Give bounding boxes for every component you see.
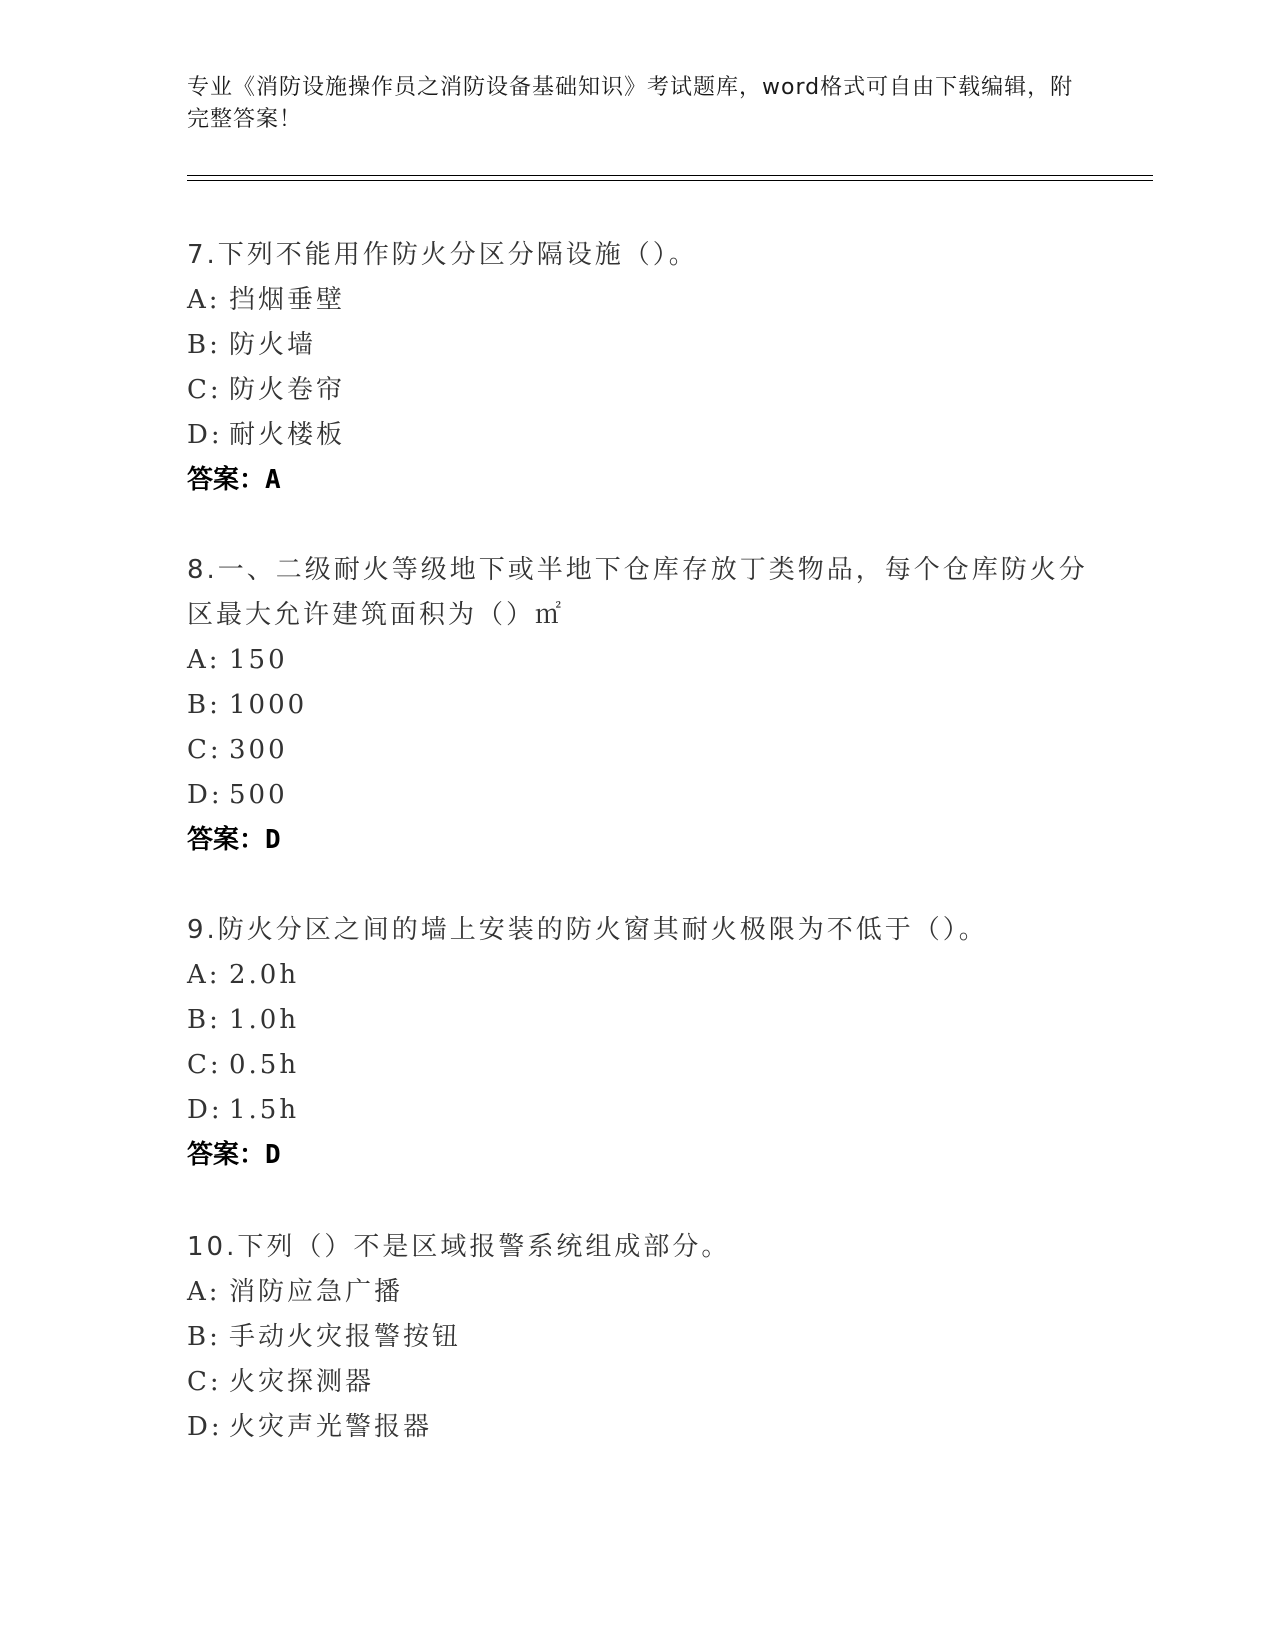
option-letter: C: xyxy=(187,1367,222,1397)
answer-line xyxy=(187,1133,1107,1178)
option-d xyxy=(187,1405,1107,1450)
option-letter: A: xyxy=(187,1277,221,1307)
option-text: 2.0h xyxy=(229,960,300,990)
option-letter: D: xyxy=(187,780,223,810)
option-text: 0.5h xyxy=(229,1050,300,1080)
option-letter: C: xyxy=(187,735,222,765)
option-letter: A: xyxy=(187,285,221,315)
answer-label: 答案： xyxy=(187,825,266,855)
answer-label: 答案： xyxy=(187,1140,266,1170)
option-letter: C: xyxy=(187,375,222,405)
header-divider-bottom xyxy=(187,180,1153,181)
option-d xyxy=(187,1088,1107,1133)
document-header xyxy=(187,72,1087,136)
option-letter: B: xyxy=(187,690,221,720)
option-text: 手动火灾报警按钮 xyxy=(229,1322,462,1352)
option-text: 1000 xyxy=(229,690,308,720)
option-text: 挡烟垂壁 xyxy=(229,285,346,315)
question-8 xyxy=(187,548,1107,863)
option-c xyxy=(187,368,1107,413)
answer-line xyxy=(187,458,1107,503)
option-b xyxy=(187,1315,1107,1360)
question-stem: 9.防火分区之间的墙上安装的防火窗其耐火极限为不低于（）。 xyxy=(187,915,988,945)
option-letter: B: xyxy=(187,1005,221,1035)
option-text: 火灾声光警报器 xyxy=(229,1412,433,1442)
question-10 xyxy=(187,1225,1107,1450)
option-c xyxy=(187,1043,1107,1088)
option-text: 150 xyxy=(229,645,288,675)
answer-value: D xyxy=(265,825,281,855)
option-text: 1.0h xyxy=(229,1005,300,1035)
question-stem: 10.下列（）不是区域报警系统组成部分。 xyxy=(187,1232,731,1262)
answer-line xyxy=(187,818,1107,863)
option-c xyxy=(187,728,1107,773)
question-7 xyxy=(187,233,1107,503)
option-letter: C: xyxy=(187,1050,222,1080)
option-text: 耐火楼板 xyxy=(229,420,346,450)
option-letter: A: xyxy=(187,645,221,675)
answer-value: A xyxy=(265,465,281,495)
option-c xyxy=(187,1360,1107,1405)
option-b xyxy=(187,323,1107,368)
question-stem: 7.下列不能用作防火分区分隔设施（）。 xyxy=(187,240,698,270)
option-text: 500 xyxy=(229,780,288,810)
option-a xyxy=(187,953,1107,998)
option-letter: B: xyxy=(187,330,221,360)
option-a xyxy=(187,278,1107,323)
option-text: 300 xyxy=(229,735,288,765)
option-letter: D: xyxy=(187,420,223,450)
option-b xyxy=(187,683,1107,728)
option-d xyxy=(187,773,1107,818)
option-d xyxy=(187,413,1107,458)
option-letter: D: xyxy=(187,1095,223,1125)
question-stem: 8.一、二级耐火等级地下或半地下仓库存放丁类物品，每个仓库防火分区最大允许建筑面积为（）㎡ xyxy=(187,555,1088,630)
option-text: 防火墙 xyxy=(229,330,317,360)
option-text: 1.5h xyxy=(229,1095,300,1125)
option-letter: B: xyxy=(187,1322,221,1352)
option-text: 火灾探测器 xyxy=(229,1367,375,1397)
option-letter: D: xyxy=(187,1412,223,1442)
option-text: 消防应急广播 xyxy=(229,1277,404,1307)
option-a xyxy=(187,638,1107,683)
option-b xyxy=(187,998,1107,1043)
header-text: 专业《消防设施操作员之消防设备基础知识》考试题库，word格式可自由下载编辑，附完整答案！ xyxy=(187,75,1074,132)
option-letter: A: xyxy=(187,960,221,990)
question-9 xyxy=(187,908,1107,1178)
option-text: 防火卷帘 xyxy=(229,375,346,405)
answer-value: D xyxy=(265,1140,281,1170)
answer-label: 答案： xyxy=(187,465,266,495)
option-a xyxy=(187,1270,1107,1315)
header-divider-top xyxy=(187,175,1153,176)
